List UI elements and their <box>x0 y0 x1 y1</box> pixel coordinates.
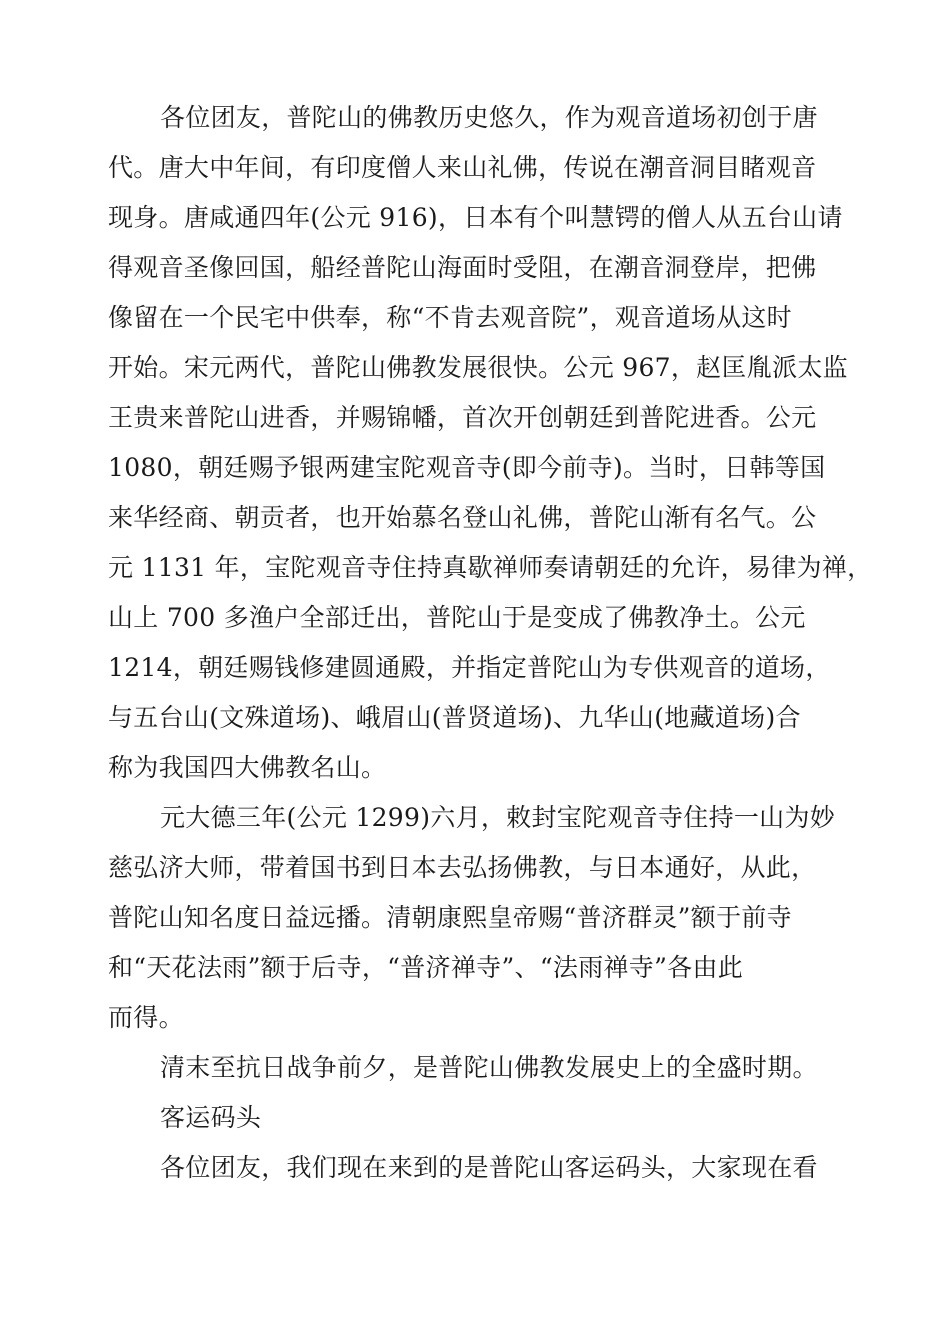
text-line: 称为我国四大佛教名山。 <box>108 753 387 782</box>
text-line: 像留在一个民宅中供奉，称“不肯去观音院”，观音道场从这时 <box>108 303 792 332</box>
text-line: 1214，朝廷赐钱修建圆通殿，并指定普陀山为专供观音的道场， <box>108 653 831 682</box>
text-line: 与五台山(文殊道场)、峨眉山(普贤道场)、九华山(地藏道场)合 <box>108 703 801 732</box>
text-line: 各位团友，我们现在来到的是普陀山客运码头，大家现在看 <box>160 1153 818 1182</box>
text-line: 各位团友，普陀山的佛教历史悠久，作为观音道场初创于唐 <box>160 103 818 132</box>
text-line: 慈弘济大师，带着国书到日本去弘扬佛教，与日本通好，从此， <box>108 853 817 882</box>
text-line: 和“天花法雨”额于后寺，“普济禅寺”、“法雨禅寺”各由此 <box>108 953 744 982</box>
section-heading: 客运码头 <box>160 1103 262 1132</box>
text-line: 元 1131 年，宝陀观音寺住持真歇禅师奏请朝廷的允许，易律为禅， <box>108 553 873 582</box>
text-line: 而得。 <box>108 1003 184 1032</box>
text-line: 王贵来普陀山进香，并赐锦幡，首次开创朝廷到普陀进香。公元 <box>108 403 817 432</box>
text-line: 现身。唐咸通四年(公元 916)，日本有个叫慧锷的僧人从五台山请 <box>108 203 843 232</box>
text-line: 得观音圣像回国，船经普陀山海面时受阻，在潮音洞登岸，把佛 <box>108 253 817 282</box>
text-line: 1080，朝廷赐予银两建宝陀观音寺(即今前寺)。当时，日韩等国 <box>108 453 826 482</box>
text-line: 来华经商、朝贡者，也开始慕名登山礼佛，普陀山渐有名气。公 <box>108 503 817 532</box>
text-line: 代。唐大中年间，有印度僧人来山礼佛，传说在潮音洞目睹观音 <box>108 153 817 182</box>
text-line: 清末至抗日战争前夕，是普陀山佛教发展史上的全盛时期。 <box>160 1053 818 1082</box>
text-line: 普陀山知名度日益远播。清朝康熙皇帝赐“普济群灵”额于前寺 <box>108 903 792 932</box>
text-line: 元大德三年(公元 1299)六月，敕封宝陀观音寺住持一山为妙 <box>160 803 836 832</box>
text-line: 山上 700 多渔户全部迁出，普陀山于是变成了佛教净土。公元 <box>108 603 806 632</box>
text-line: 开始。宋元两代，普陀山佛教发展很快。公元 967，赵匡胤派太监 <box>108 353 848 382</box>
